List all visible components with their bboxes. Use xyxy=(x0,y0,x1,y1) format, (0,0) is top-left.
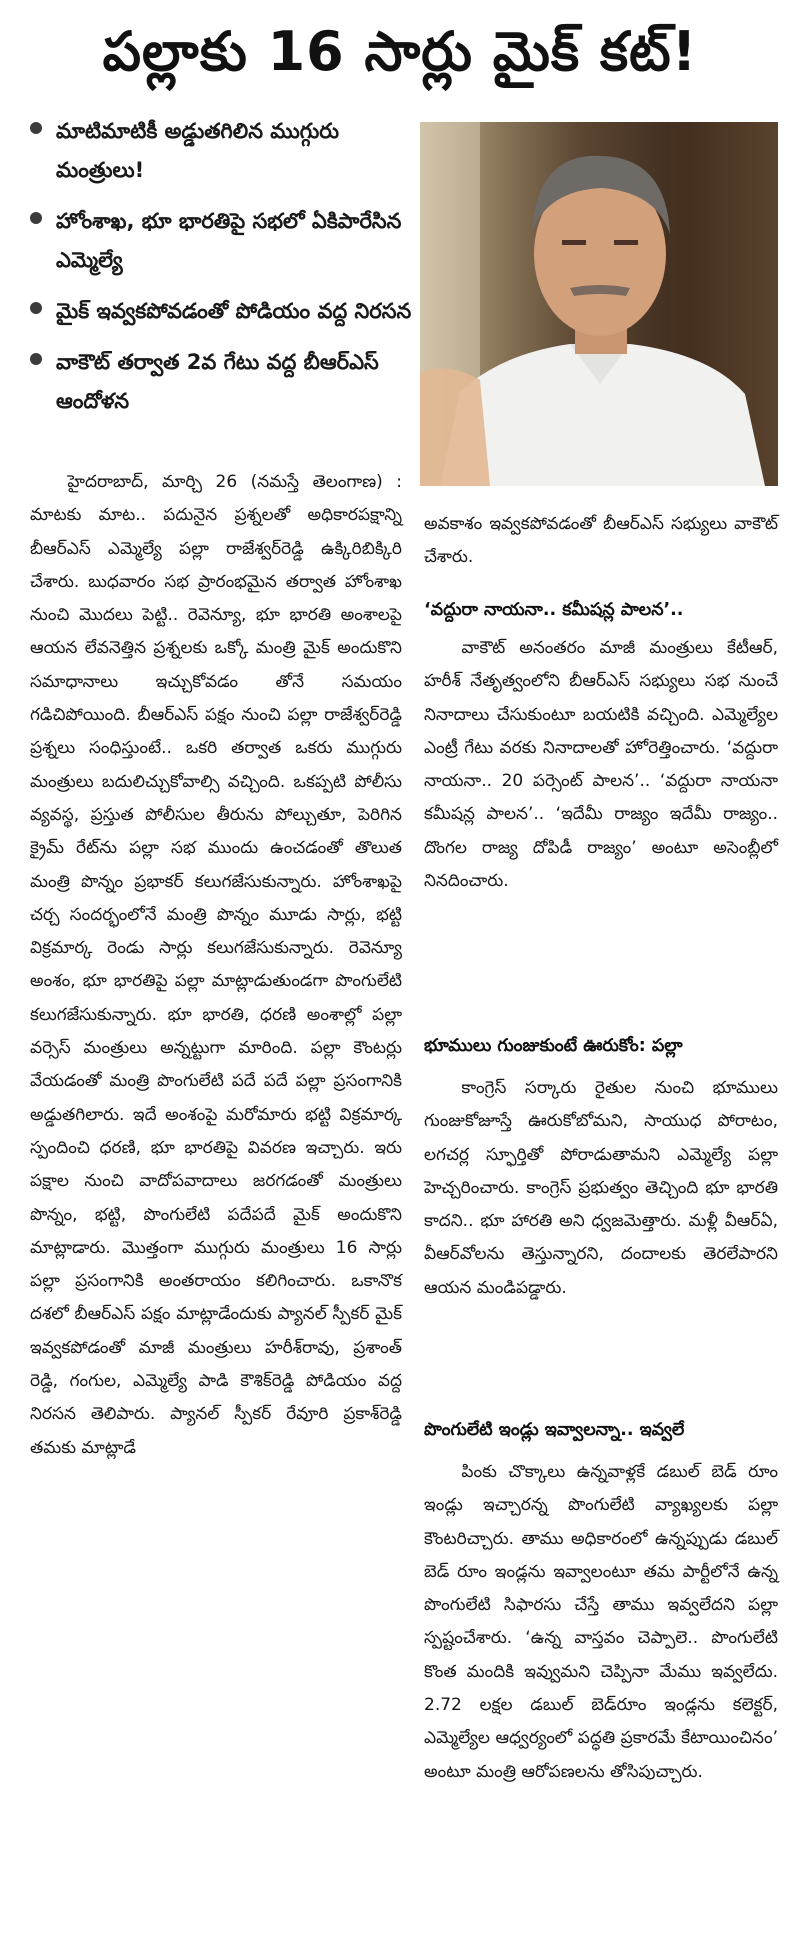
bullet-icon xyxy=(30,302,42,314)
section-heading: పొంగులేటి ఇండ్లు ఇవ్వాలన్నా.. ఇవ్వలే xyxy=(424,1420,685,1440)
section-body xyxy=(424,1072,778,1305)
article-body-right-continued xyxy=(424,508,778,575)
headline: పల్లాకు 16 సార్లు మైక్ కట్! xyxy=(102,20,698,83)
highlight-text: హోంశాఖ, భూ భారతిపై సభలో ఏకిపారేసిన ఎమ్మెల్యే xyxy=(56,209,402,272)
bullet-icon xyxy=(30,212,42,224)
person-photo xyxy=(420,122,778,486)
highlights-list xyxy=(30,112,420,433)
highlight-text: వాకౌట్ తర్వాత 2వ గేటు వద్ద బీఆర్ఎస్ ఆందోళన xyxy=(56,350,379,413)
bullet-icon xyxy=(30,122,42,134)
article-paragraph: అవకాశం ఇవ్వకపోవడంతో బీఆర్ఎస్ సభ్యులు వాకౌట్ చేశారు. xyxy=(424,514,778,568)
highlight-item xyxy=(30,202,420,280)
bullet-icon xyxy=(30,353,42,365)
article-paragraph: పింకు చొక్కాలు ఉన్నవాళ్లకే డబుల్ బెడ్ రూం ఇండ్లు ఇచ్చారన్న పొంగులేటి వ్యాఖ్యలకు పల్లా కౌంటరిచ్చారు. తాము అధికారంలో ఉన్నప్పుడు డబుల్ బెడ్ రూం ఇండ్లను ఇవ్వాలంటూ తమ పార్టీలోనే ఉన్న పొంగులేటి సిఫారసు చేస్తే తాము ఇవ్వలేదని పల్లా స్పష్టంచేశారు. ‘ఉన్న వాస్తవం చెప్పాలె.. పొంగులేటి కొంత మందికి ఇవ్వుమని చెప్పినా మేము ఇవ్వలేదు. 2.72 లక్షల డబుల్ బెడ్‌రూం ఇండ్లను కలెక్టర్, ఎమ్మెల్యేల ఆధ్వర్యంలో పద్ధతి ప్రకారమే కేటాయించినం’ అంటూ మంత్రి ఆరోపణలను తోసిపుచ్చారు. xyxy=(424,1462,778,1782)
highlight-item xyxy=(30,112,420,190)
highlight-item xyxy=(30,292,420,331)
article-paragraph: హైదరాబాద్, మార్చి 26 (నమస్తే తెలంగాణ) : మాటకు మాట.. పదునైన ప్రశ్నలతో అధికారపక్షాన్ని బీఆర్ఎస్ ఎమ్మెల్యే పల్లా రాజేశ్వర్‌రెడ్డి ఉక్కిరిబిక్కిరి చేశారు. బుధవారం సభ ప్రారంభమైన తర్వాత హోంశాఖ నుంచి మొదలు పెట్టి.. రెవెన్యూ, భూ భారతి అంశాలపై ఆయన లేవనెత్తిన ప్రశ్నలకు ఒక్కో మంత్రి మైక్ అందుకొని సమాధానాలు ఇచ్చుకోవడం తోనే సమయం గడిచిపోయింది. బీఆర్ఎస్ పక్షం నుంచి పల్లా రాజేశ్వర్‌రెడ్డి ప్రశ్నలు సంధిస్తుంటే.. ఒకరి తర్వాత ఒకరు ముగ్గురు మంత్రులు బదులిచ్చుకోవాల్సి వచ్చింది. ఒకప్పటి పోలీసు వ్యవస్థ, ప్రస్తుత పోలీసుల తీరును పోల్చుతూ, పెరిగిన క్రైమ్ రేట్‌ను పల్లా సభ ముందు ఉంచడంతో తొలుత మంత్రి పొన్నం ప్రభాకర్ కలుగజేసుకున్నారు. హోంశాఖపై చర్చ సందర్భంలోనే మంత్రి పొన్నం మూడు సార్లు, భట్టి విక్రమార్క రెండు సార్లు కలుగజేసుకున్నారు. రెవెన్యూ అంశం, భూ భారతిపై పల్లా మాట్లాడుతుండగా పొంగులేటి కలుగజేసుకున్నారు. భూ భారతి, ధరణి అంశాల్లో పల్లా వర్సెస్ మంత్రులు అన్నట్టుగా మారింది. పల్లా కౌంటర్లు వేయడంతో మంత్రి పొంగులేటి పదే పదే పల్లా ప్రసంగానికి అడ్డుతగిలారు. ఇదే అంశంపై మరోమారు భట్టి విక్రమార్క స్పందించి ధరణి, భూ భారతిపై వివరణ ఇచ్చారు. ఇరు పక్షాల నుంచి వాదోపవాదాలు జరగడంతో మంత్రులు పొన్నం, భట్టి, పొంగులేటి పదేపదే మైక్ అందుకొని మాట్లాడారు. మొత్తంగా ముగ్గురు మంత్రులు 16 సార్లు పల్లా ప్రసంగానికి అంతరాయం కలిగించారు. ఒకానొక దశలో బీఆర్ఎస్ పక్షం మాట్లాడేందుకు ప్యానల్ స్పీకర్ మైక్ ఇవ్వకపోడంతో మాజీ మంత్రులు హరీశ్‌రావు, ప్రశాంత్ రెడ్డి, గంగుల, ఎమ్మెల్యే పాడి కౌశిక్‌రెడ్డి పోడియం వద్ద నిరసన తెలిపారు. ప్యానల్ స్పీకర్ రేవూరి ప్రకాశ్‌రెడ్డి తమకు మాట్లాడే xyxy=(30,472,402,1458)
section-heading: భూములు గుంజుకుంటే ఊరుకోం: పల్లా xyxy=(424,1036,683,1056)
article-paragraph: కాంగ్రెస్ సర్కారు రైతుల నుంచి భూములు గుంజుకోజూస్తే ఊరుకోబోమని, సాయుధ పోరాటం, లగచర్ల స్ఫూర్తితో పోరాడుతామని ఎమ్మెల్యే పల్లా హెచ్చరించారు. కాంగ్రెస్ ప్రభుత్వం తెచ్చింది భూ భారతి కాదని.. భూ హారతి అని ధ్వజమెత్తారు. మళ్లీ వీఆర్ఏ, వీఆర్‌వోలను తెస్తున్నారని, దందాలకు తెరలేపారని ఆయన మండిపడ్డారు. xyxy=(424,1078,778,1298)
article-paragraph: వాకౌట్ అనంతరం మాజీ మంత్రులు కేటీఆర్, హరీశ్ నేతృత్వంలోని బీఆర్ఎస్ సభ్యులు సభ నుంచే నినాదాలు చేసుకుంటూ బయటికి వచ్చింది. ఎమ్మెల్యేల ఎంట్రీ గేటు వరకు నినాదాలతో హోరెత్తించారు. ‘వద్దురా నాయనా.. 20 పర్సెంట్ పాలన’.. ‘వద్దురా నాయనా కమీషన్ల పాలన’.. ‘ఇదేమీ రాజ్యం ఇదేమీ రాజ్యం.. దొంగల రాజ్య దోపిడీ రాజ్యం’ అంటూ అసెంబ్లీలో నినదించారు. xyxy=(424,638,778,892)
highlight-text: మాటిమాటికీ అడ్డుతగిలిన ముగ్గురు మంత్రులు! xyxy=(56,119,339,182)
highlight-text: మైక్ ఇవ్వకపోవడంతో పోడియం వద్ద నిరసన xyxy=(56,299,412,323)
portrait-illustration xyxy=(420,122,778,486)
article-body-left xyxy=(30,466,402,1465)
section-heading: ‘వద్దురా నాయనా.. కమీషన్ల పాలన’.. xyxy=(424,600,684,620)
highlight-item xyxy=(30,343,420,421)
section-body xyxy=(424,1456,778,1789)
section-body xyxy=(424,632,778,898)
